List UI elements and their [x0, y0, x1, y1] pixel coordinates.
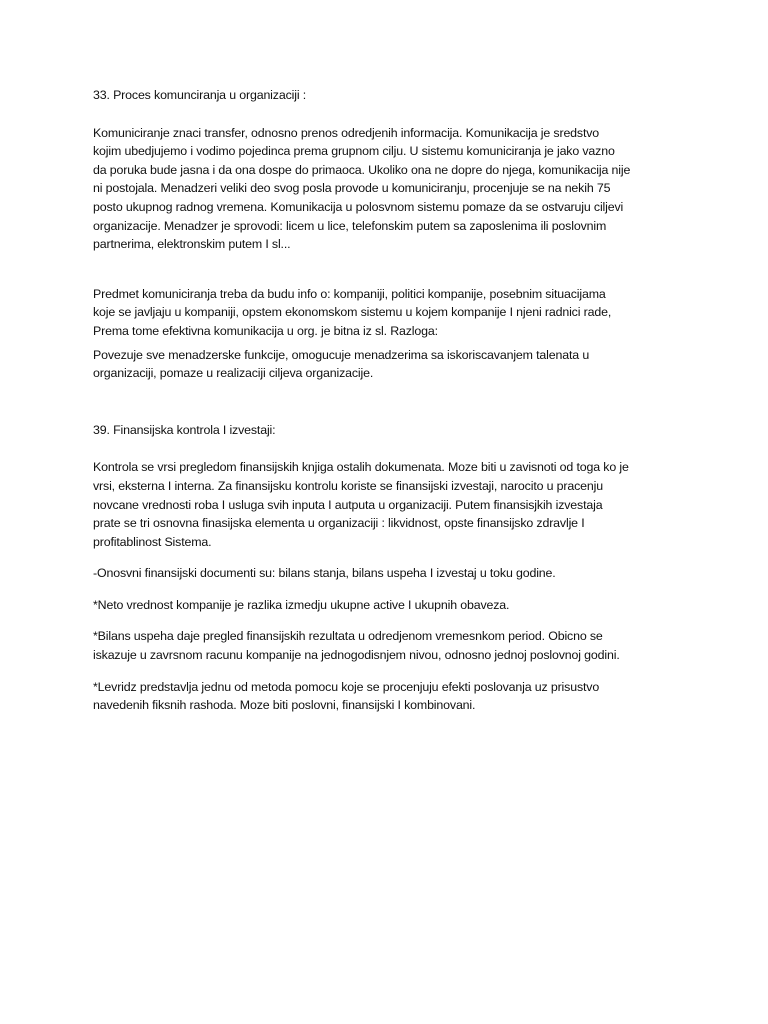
document-body [93, 86, 693, 715]
paragraph-bilans-uspeha: *Bilans uspeha daje pregled finansijskih rezultata u odredjenom vremesnkom period. Obicno se iskazuje u zavrsnom racunu kompanije na jednogodisnjem nivou, odnosno jednoj poslovnoj godini. [93, 629, 620, 663]
paragraph-dokumenti: -Onosvni finansijski documenti su: bilans stanja, bilans uspeha I izvestaj u toku godine. [93, 566, 556, 581]
paragraph-komuniciranje: Komuniciranje znaci transfer, odnosno prenos odredjenih informacija. Komunikacija je sredstvo kojim ubedjujemo i vodimo pojedinca prema grupnom cilju. U sistemu komuniciranja je jako vazno da poruka bude jasna i da ona dospe do primaoca. Ukoliko ona ne dopre do njega, komunikacija nije ni postojala. Menadzeri veliki deo svog posla provode u komuniciranju, procenjuje se na nekih 75 posto ukupnog radnog vremena. Komunikacija u polosvnom sistemu pomaze da se ostvaruju ciljevi organizacije. Menadzer je sprovodi: licem u lice, telefonskim putem sa zaposlenima ili poslovnim partnerima, elektronskim putem I sl... [93, 125, 631, 252]
section-heading-33: 33. Proces komunciranja u organizaciji : [93, 88, 307, 102]
section-heading-39: 39. Finansijska kontrola I izvestaji: [93, 422, 276, 437]
paragraph-povezuje: Povezuje sve menadzerske funkcije, omogucuje menadzerima sa iskoriscavanjem talenata u organizaciji, pomaze u realizaciji ciljeva organizacije. [93, 347, 590, 381]
paragraph-neto-vrednost: *Neto vrednost kompanije je razlika izmedju ukupne active I ukupnih obaveza. [93, 597, 510, 612]
paragraph-levridz: *Levridz predstavlja jednu od metoda pomocu koje se procenjuju efekti poslovanja uz prisustvo navedenih fiksnih rashoda. Moze biti poslovni, finansijski I kombinovani. [93, 679, 600, 713]
paragraph-kontrola: Kontrola se vrsi pregledom finansijskih knjiga ostalih dokumenata. Moze biti u zavisnoti od toga ko je vrsi, eksterna I interna. Za finansijsku kontrolu koriste se finansijski izvestaji, narocito u pracenju novcane vrednosti roba I usluga svih inputa I autputa u organizaciji. Putem finansisjkih izvestaja prate se tri osnovna finasijska elementa u organizaciji : likvidnost, opste finansijsko zdravlje I profitablinost Sistema. [93, 460, 629, 549]
paragraph-predmet-komuniciranja: Predmet komuniciranja treba da budu info o: kompaniji, politici kompanije, posebnim situacijama koje se javljaju u kompaniji, opstem ekonomskom sistemu u kojem kompanije I njeni radnici rade, Prema tome efektivna komunikacija u org. je bitna iz sl. Razloga: [93, 286, 612, 338]
